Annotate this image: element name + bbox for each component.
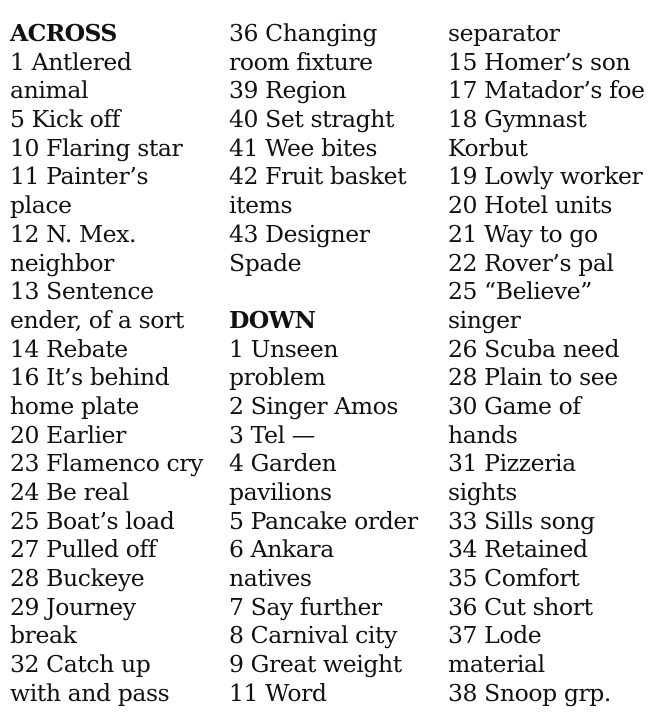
clue-line: 37 Lode: [448, 621, 542, 650]
clue-line: 19 Lowly worker: [448, 162, 643, 191]
section-heading: ACROSS: [10, 19, 117, 47]
clue-line: 38 Snoop grp.: [448, 678, 612, 707]
clue-line: 29 Journey: [10, 592, 136, 621]
clue-column-1: [10, 19, 203, 708]
clue-line: 11 Painter’s: [10, 162, 149, 191]
clue-line: 10 Flaring star: [10, 133, 183, 162]
clue-line: 5 Pancake order: [229, 506, 418, 535]
clue-line: break: [10, 621, 77, 650]
clue-line: singer: [448, 305, 521, 334]
clue-line: 26 Scuba need: [448, 334, 620, 363]
clue-line: 28 Buckeye: [10, 564, 145, 593]
clue-line: room fixture: [229, 47, 373, 76]
clue-line: Spade: [229, 248, 302, 277]
clue-line: 9 Great weight: [229, 650, 402, 679]
clue-line: natives: [229, 564, 312, 593]
section-heading: DOWN: [229, 305, 316, 334]
clue-line: 33 Sills song: [448, 506, 595, 535]
clue-column-2: [229, 19, 418, 708]
clue-line: material: [448, 650, 545, 679]
clue-line: 36 Changing: [229, 19, 377, 47]
clue-line: 20 Hotel units: [448, 191, 613, 220]
clue-line: 1 Antlered: [10, 47, 132, 76]
clue-line: 41 Wee bites: [229, 133, 378, 162]
clue-line: pavilions: [229, 478, 332, 506]
clue-line: 1 Unseen: [229, 334, 339, 363]
clue-line: 2 Singer Amos: [229, 391, 399, 420]
clue-line: 3 Tel —: [229, 420, 315, 449]
clue-line: 42 Fruit basket: [229, 162, 407, 191]
clue-line: 6 Ankara: [229, 535, 334, 564]
clue-line: 31 Pizzeria: [448, 449, 576, 478]
clue-line: 40 Set straght: [229, 105, 395, 134]
clue-line: home plate: [10, 391, 139, 420]
clue-line: 43 Designer: [229, 219, 370, 248]
clue-line: 7 Say further: [229, 592, 382, 621]
clue-line: hands: [448, 420, 518, 449]
clue-line: 39 Region: [229, 76, 347, 105]
clue-line: animal: [10, 76, 89, 105]
clue-line: items: [229, 191, 293, 220]
clue-line: 13 Sentence: [10, 277, 154, 306]
clue-line: 36 Cut short: [448, 592, 593, 621]
clue-line: neighbor: [10, 248, 114, 277]
clue-line: 12 N. Mex.: [10, 219, 137, 248]
clue-line: 35 Comfort: [448, 564, 580, 593]
clue-line: 21 Way to go: [448, 219, 598, 248]
clue-line: 25 Boat’s load: [10, 506, 175, 535]
clue-line: 5 Kick off: [10, 105, 120, 134]
clue-line: 11 Word: [229, 678, 327, 707]
clue-line: 20 Earlier: [10, 420, 126, 449]
clue-line: sights: [448, 478, 517, 506]
blank-line: [229, 277, 418, 306]
clue-line: 30 Game of: [448, 391, 581, 420]
clue-line: ender, of a sort: [10, 305, 184, 334]
clue-line: place: [10, 191, 72, 220]
clue-line: 18 Gymnast: [448, 105, 587, 134]
clue-line: Korbut: [448, 133, 528, 162]
clue-line: 27 Pulled off: [10, 535, 157, 564]
clue-line: 4 Garden: [229, 449, 337, 478]
clue-line: with and pass: [10, 678, 170, 707]
clue-line: 14 Rebate: [10, 334, 128, 363]
clue-line: 17 Matador’s foe: [448, 76, 645, 105]
clue-line: 34 Retained: [448, 535, 588, 564]
clue-line: 23 Flamenco cry: [10, 449, 203, 478]
clue-line: 15 Homer’s son: [448, 47, 631, 76]
clue-line: 22 Rover’s pal: [448, 248, 614, 277]
clue-line: 25 “Believe”: [448, 277, 592, 306]
clue-line: 8 Carnival city: [229, 621, 397, 650]
clue-column-3: [448, 19, 645, 708]
clue-line: 16 It’s behind: [10, 363, 170, 392]
clue-line: separator: [448, 19, 560, 47]
clue-line: 24 Be real: [10, 478, 129, 506]
clue-line: 32 Catch up: [10, 650, 151, 679]
clue-line: 28 Plain to see: [448, 363, 618, 392]
clue-line: problem: [229, 363, 326, 392]
